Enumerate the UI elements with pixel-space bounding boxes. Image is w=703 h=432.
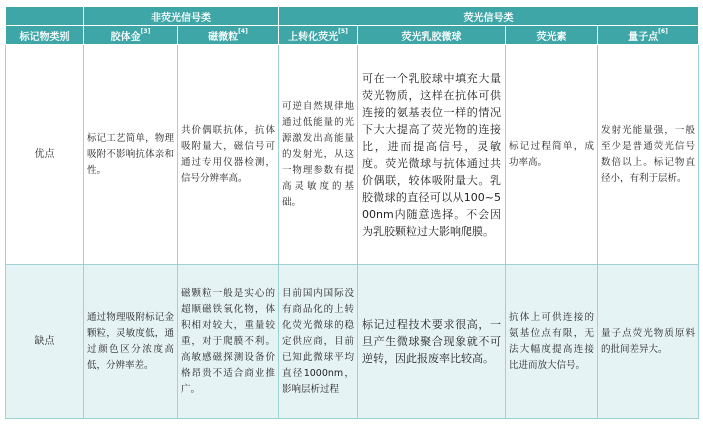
reference-marker: [6] xyxy=(658,27,668,35)
cell-colloidal-gold-advantages: 标记工艺简单，物理吸附不影响抗体亲和性。 xyxy=(84,45,178,265)
row-label-disadvantages: 缺点 xyxy=(6,265,84,419)
column-header-upconversion-text: 上转化荧光 xyxy=(288,31,339,43)
group-header-row xyxy=(6,7,699,26)
column-header-latex-microsphere: 荧光乳胶微球 xyxy=(358,26,506,45)
table-row-disadvantages xyxy=(6,265,699,419)
cell-latex-microsphere-disadvantages: 标记过程技术要求很高，一旦产生微球聚合现象就不可逆转，因此报废率比较高。 xyxy=(358,265,506,419)
table-row-advantages xyxy=(6,45,699,265)
column-header-row xyxy=(6,26,699,45)
cell-quantum-dot-advantages: 发射光能量强，一般至少是普通荧光信号数倍以上。标记物直径小，有利于层析。 xyxy=(598,45,699,265)
cell-upconversion-disadvantages: 目前国内国际没有商品化的上转化荧光微球的稳定供应商，目前已知此微球平均直径1000nm，影响层析过程 xyxy=(279,265,358,419)
column-header-magnetic-particle xyxy=(178,26,279,45)
column-header-colloidal-gold xyxy=(84,26,178,45)
cell-magnetic-particle-disadvantages: 磁颗粒一般是实心的超顺磁铁氧化物，体积相对较大，重量较重，对于爬膜不利。高敏感磁探测设备价格昂贵不适合商业推广。 xyxy=(178,265,279,419)
reference-marker: [4] xyxy=(238,27,248,35)
cell-fluorescein-advantages: 标记过程简单，成功率高。 xyxy=(506,45,598,265)
cell-upconversion-advantages: 可逆自然规律地通过低能量的光源激发出高能量的发射光，从这一物理参数有提高灵敏度的基础。 xyxy=(279,45,358,265)
cell-latex-microsphere-advantages: 可在一个乳胶球中填充大量荧光物质，这样在抗体可供连接的氨基表位一样的情况下大大提高了荧光物的连接比，进而提高信号，灵敏度。荧光微球与抗体通过共价偶联，较体吸附量大。乳胶微球的直径可以从100~500nm内随意选择。不会因为乳胶颗粒过大影响爬膜。 xyxy=(358,45,506,265)
header-empty-cell xyxy=(6,7,84,26)
column-header-category: 标记物类别 xyxy=(6,26,84,45)
column-header-fluorescein: 荧光素 xyxy=(506,26,598,45)
column-header-magnetic-particle-text: 磁微粒 xyxy=(208,31,239,43)
comparison-table xyxy=(5,6,699,419)
row-label-advantages: 优点 xyxy=(6,45,84,265)
column-header-quantum-dot-text: 量子点 xyxy=(628,31,659,43)
cell-fluorescein-disadvantages: 抗体上可供连接的氨基位点有限，无法大幅度提高连接比进而放大信号。 xyxy=(506,265,598,419)
column-header-quantum-dot xyxy=(598,26,699,45)
cell-magnetic-particle-advantages: 共价偶联抗体，抗体吸附量大，磁信号可通过专用仪器检测，信号分辨率高。 xyxy=(178,45,279,265)
cell-quantum-dot-disadvantages: 量子点荧光物质原料的批间差异大。 xyxy=(598,265,699,419)
group-header-non-fluorescent: 非荧光信号类 xyxy=(84,7,279,26)
column-header-upconversion xyxy=(279,26,358,45)
reference-marker: [3] xyxy=(140,27,151,35)
group-header-fluorescent: 荧光信号类 xyxy=(279,7,699,26)
column-header-colloidal-gold-text: 胶体金 xyxy=(110,31,141,43)
reference-marker: [5] xyxy=(338,27,348,35)
cell-colloidal-gold-disadvantages: 通过物理吸附标记金颗粒，灵敏度低，通过颜色区分浓度高低，分辨率差。 xyxy=(84,265,178,419)
